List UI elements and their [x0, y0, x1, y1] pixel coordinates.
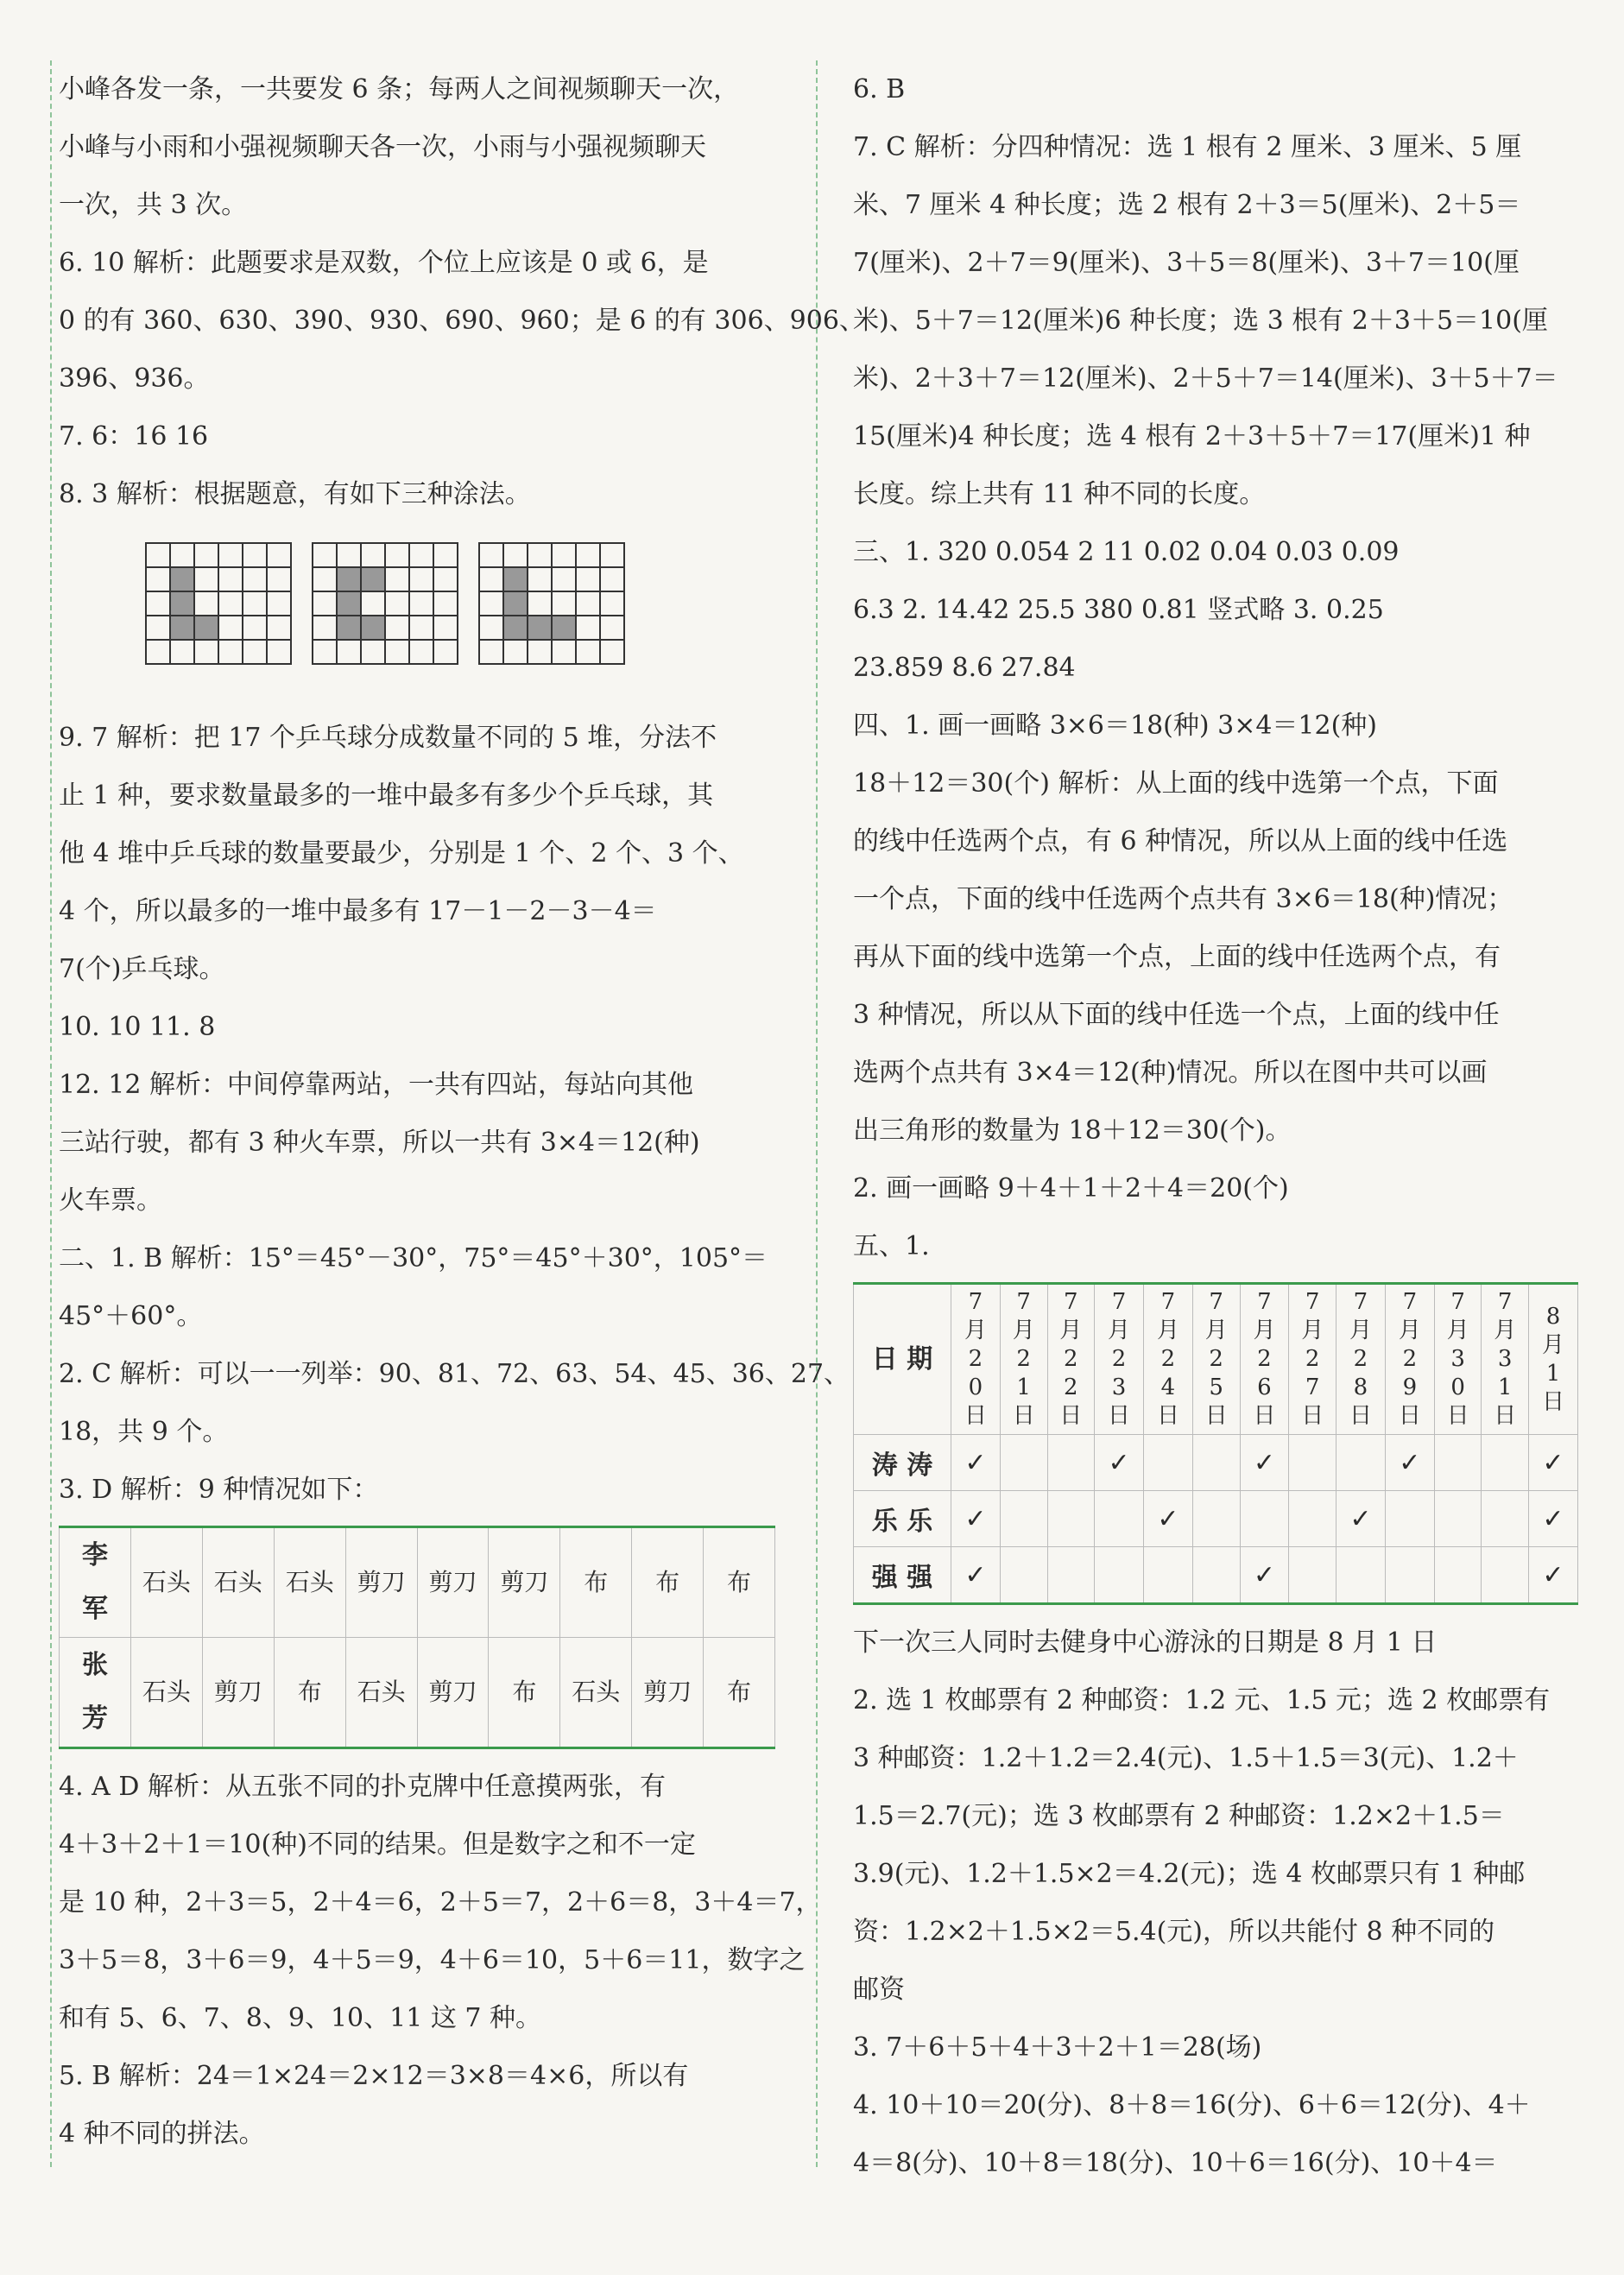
- rock-paper-scissors-table: [59, 1526, 775, 1749]
- answer-9: 9. 7 解析：把 17 个乒乓球分成数量不同的 5 堆，分法不: [59, 723, 717, 753]
- text-line: 选两个点共有 3×4＝12(种)情况。所以在图中共可以画: [853, 1058, 1488, 1088]
- text-line: 资：1.2×2＋1.5×2＝5.4(元)，所以共能付 8 种不同的: [853, 1917, 1495, 1947]
- grid-cell: [409, 640, 433, 664]
- grid-cell: [146, 591, 170, 616]
- grid-cell: [313, 591, 337, 616]
- table-cell: 剪刀: [202, 1638, 274, 1748]
- grid-cell: [267, 640, 291, 664]
- grid-figure-1: [145, 542, 292, 665]
- grid-cell: [170, 591, 194, 616]
- schedule-cell: [1000, 1435, 1047, 1491]
- grid-cell: [479, 543, 503, 567]
- grid-cell: [433, 543, 458, 567]
- grid-cell: [433, 567, 458, 591]
- table-cell: 石头: [130, 1527, 202, 1638]
- text-line: 45°＋60°。: [59, 1301, 203, 1331]
- grid-cell: [433, 591, 458, 616]
- grid-cell: [385, 616, 409, 640]
- check-mark-icon: ✓: [1529, 1491, 1578, 1547]
- left-column: [59, 60, 865, 2163]
- answer-12: 12. 12 解析：中间停靠两站，一共有四站，每站向其他: [59, 1070, 693, 1100]
- grid-cell: [576, 616, 600, 640]
- table-row: [854, 1435, 1578, 1491]
- table-cell: 布: [704, 1638, 775, 1748]
- schedule-cell: [1336, 1435, 1386, 1491]
- answer-6-right: 6. B: [853, 74, 906, 104]
- grid-cell: [385, 543, 409, 567]
- grid-cell: [552, 616, 576, 640]
- grid-cell: [361, 543, 385, 567]
- text-line: 4 个，所以最多的一堆中最多有 17－1－2－3－4＝: [59, 896, 657, 926]
- grid-cell: [409, 567, 433, 591]
- text-line: 米)、2＋3＋7＝12(厘米)、2＋5＋7＝14(厘米)、3＋5＋7＝: [853, 363, 1558, 394]
- text-line: 长度。综上共有 11 种不同的长度。: [853, 479, 1266, 509]
- section-5-answer-1: 下一次三人同时去健身中心游泳的日期是 8 月 1 日: [853, 1627, 1438, 1658]
- grid-cell: [218, 567, 243, 591]
- table-cell: 布: [632, 1527, 704, 1638]
- text-line: 他 4 堆中乒乓球的数量要最少，分别是 1 个、2 个、3 个、: [59, 838, 744, 869]
- grid-cell: [576, 591, 600, 616]
- grid-cell: [503, 616, 528, 640]
- grid-cell: [170, 543, 194, 567]
- text-line: 4＋3＋2＋1＝10(种)不同的结果。但是数字之和不一定: [59, 1829, 696, 1860]
- grid-cell: [170, 640, 194, 664]
- right-column: [853, 60, 1578, 2192]
- section-2-answer-3: 3. D 解析：9 种情况如下：: [59, 1475, 379, 1505]
- schedule-cell: [1289, 1491, 1336, 1547]
- grid-cell: [313, 543, 337, 567]
- text-line: 7(厘米)、2＋7＝9(厘米)、3＋5＝8(厘米)、3＋7＝10(厘: [853, 248, 1520, 278]
- table-cell: 石头: [345, 1638, 417, 1748]
- check-mark-icon: ✓: [951, 1491, 1001, 1547]
- schedule-cell: [1482, 1435, 1529, 1491]
- schedule-cell: [1434, 1435, 1482, 1491]
- grid-cell: [146, 543, 170, 567]
- grid-cell: [243, 591, 267, 616]
- text-line: 小峰各发一条，一共要发 6 条；每两人之间视频聊天一次，: [59, 74, 740, 104]
- grid-cell: [600, 640, 624, 664]
- grid-cell: [576, 543, 600, 567]
- grid-cell: [479, 616, 503, 640]
- text-line: 小峰与小雨和小强视频聊天各一次，小雨与小强视频聊天: [59, 132, 706, 162]
- grid-cell: [218, 616, 243, 640]
- check-mark-icon: ✓: [1240, 1435, 1289, 1491]
- grid-cell: [146, 640, 170, 664]
- grid-cell: [385, 640, 409, 664]
- row-header-zhang-fang: 张 芳: [60, 1638, 131, 1748]
- schedule-cell: [1385, 1547, 1434, 1604]
- grid-cell: [503, 640, 528, 664]
- grid-cell: [218, 640, 243, 664]
- text-line: 23.859 8.6 27.84: [853, 653, 1076, 683]
- grid-cell: [479, 591, 503, 616]
- schedule-cell: [1047, 1491, 1095, 1547]
- schedule-cell: [1144, 1547, 1193, 1604]
- grid-cell: [194, 543, 218, 567]
- grid-cell: [337, 640, 361, 664]
- date-header: 7 月 2 1 日: [1000, 1284, 1047, 1435]
- grid-cell: [267, 616, 291, 640]
- grid-cell: [433, 640, 458, 664]
- grid-cell: [337, 616, 361, 640]
- schedule-cell: [1482, 1547, 1529, 1604]
- section-5-heading: 五、1.: [853, 1231, 930, 1261]
- grid-cell: [218, 543, 243, 567]
- grid-cell: [194, 640, 218, 664]
- grid-cell: [552, 640, 576, 664]
- grid-cell: [194, 591, 218, 616]
- table-cell: 石头: [130, 1638, 202, 1748]
- check-mark-icon: ✓: [1144, 1491, 1193, 1547]
- section-5-answer-3: 3. 7＋6＋5＋4＋3＋2＋1＝28(场): [853, 2032, 1262, 2063]
- center-divider-line: [816, 60, 818, 2167]
- grid-cell: [194, 567, 218, 591]
- text-line: 3 种邮资：1.2＋1.2＝2.4(元)、1.5＋1.5＝3(元)、1.2＋: [853, 1743, 1519, 1773]
- check-mark-icon: ✓: [951, 1547, 1001, 1604]
- section-4-answer-2: 2. 画一画略 9＋4＋1＋2＋4＝20(个): [853, 1173, 1289, 1204]
- grid-cell: [576, 640, 600, 664]
- grid-cell: [528, 567, 552, 591]
- grid-cell: [243, 567, 267, 591]
- grid-cell: [170, 616, 194, 640]
- grid-cell: [528, 616, 552, 640]
- table-row: [60, 1638, 775, 1748]
- text-line: 3 种情况，所以从下面的线中任选一个点，上面的线中任: [853, 1000, 1500, 1030]
- check-mark-icon: ✓: [1336, 1491, 1386, 1547]
- grid-cell: [503, 543, 528, 567]
- text-line: 7(个)乒乓球。: [59, 954, 225, 984]
- grid-cell: [576, 567, 600, 591]
- grid-cell: [600, 567, 624, 591]
- grid-cell: [409, 616, 433, 640]
- shading-grids: [59, 523, 775, 709]
- grid-cell: [267, 543, 291, 567]
- table-cell: 布: [274, 1638, 345, 1748]
- section-5-answer-4: 4. 10＋10＝20(分)、8＋8＝16(分)、6＋6＝12(分)、4＋: [853, 2090, 1531, 2120]
- grid-cell: [337, 543, 361, 567]
- grid-cell: [194, 616, 218, 640]
- table-cell: 布: [704, 1527, 775, 1638]
- text-line: 米)、5＋7＝12(厘米)6 种长度；选 3 根有 2＋3＋5＝10(厘: [853, 306, 1548, 336]
- grid-cell: [218, 591, 243, 616]
- person-name: 涛 涛: [854, 1435, 951, 1491]
- section-2-answer-4: 4. A D 解析：从五张不同的扑克牌中任意摸两张，有: [59, 1772, 666, 1802]
- date-header: 7 月 2 5 日: [1192, 1284, 1240, 1435]
- text-line: 396、936。: [59, 363, 210, 394]
- text-line: 3＋5＝8，3＋6＝9，4＋5＝9，4＋6＝10，5＋6＝11，数字之: [59, 1945, 806, 1975]
- section-2-answer-2: 2. C 解析：可以一一列举：90、81、72、63、54、45、36、27、: [59, 1359, 850, 1389]
- text-line: 的线中任选两个点，有 6 种情况，所以从上面的线中任选: [853, 826, 1508, 856]
- grid-cell: [552, 567, 576, 591]
- section-5-answer-2: 2. 选 1 枚邮票有 2 种邮资：1.2 元、1.5 元；选 2 枚邮票有: [853, 1685, 1551, 1716]
- text-line: 是 10 种，2＋3＝5，2＋4＝6，2＋5＝7，2＋6＝8，3＋4＝7，: [59, 1887, 822, 1918]
- schedule-cell: [1000, 1547, 1047, 1604]
- grid-cell: [361, 567, 385, 591]
- table-cell: 剪刀: [632, 1638, 704, 1748]
- table-row: [854, 1491, 1578, 1547]
- text-line: 6.3 2. 14.42 25.5 380 0.81 竖式略 3. 0.25: [853, 595, 1384, 625]
- schedule-cell: [1095, 1491, 1144, 1547]
- date-header: 8 月 1 日: [1529, 1284, 1578, 1435]
- grid-cell: [409, 543, 433, 567]
- date-header: 7 月 2 7 日: [1289, 1284, 1336, 1435]
- table-cell: 石头: [560, 1638, 632, 1748]
- text-line: 火车票。: [59, 1185, 162, 1216]
- row-header-li-jun: 李 军: [60, 1527, 131, 1638]
- text-line: 一次，共 3 次。: [59, 190, 248, 220]
- date-header: 7 月 3 1 日: [1482, 1284, 1529, 1435]
- table-header-row: [854, 1284, 1578, 1435]
- date-header: 7 月 2 2 日: [1047, 1284, 1095, 1435]
- schedule-cell: [1192, 1547, 1240, 1604]
- text-line: 邮资: [853, 1975, 905, 2005]
- table-row: [854, 1547, 1578, 1604]
- grid-figure-2: [312, 542, 458, 665]
- section-3-answers: 三、1. 320 0.054 2 11 0.02 0.04 0.03 0.09: [853, 537, 1400, 567]
- date-header: 7 月 3 0 日: [1434, 1284, 1482, 1435]
- grid-cell: [313, 640, 337, 664]
- date-header: 7 月 2 3 日: [1095, 1284, 1144, 1435]
- check-mark-icon: ✓: [1529, 1435, 1578, 1491]
- schedule-cell: [1434, 1547, 1482, 1604]
- table-row: [60, 1527, 775, 1638]
- table-cell: 石头: [274, 1527, 345, 1638]
- grid-cell: [267, 567, 291, 591]
- table-cell: 剪刀: [345, 1527, 417, 1638]
- table-cell: 石头: [202, 1527, 274, 1638]
- section-2-answer-5: 5. B 解析：24＝1×24＝2×12＝3×8＝4×6，所以有: [59, 2061, 689, 2091]
- text-line: 3.9(元)、1.2＋1.5×2＝4.2(元)；选 4 枚邮票只有 1 种邮: [853, 1859, 1526, 1889]
- text-line: 18＋12＝30(个) 解析：从上面的线中选第一个点，下面: [853, 768, 1499, 799]
- grid-cell: [503, 567, 528, 591]
- grid-cell: [528, 543, 552, 567]
- date-header: 7 月 2 0 日: [951, 1284, 1001, 1435]
- grid-cell: [552, 543, 576, 567]
- grid-cell: [503, 591, 528, 616]
- schedule-cell: [1289, 1435, 1336, 1491]
- grid-cell: [385, 567, 409, 591]
- section-2-answer-1: 二、1. B 解析：15°＝45°－30°，75°＝45°＋30°，105°＝: [59, 1243, 768, 1273]
- check-mark-icon: ✓: [1240, 1547, 1289, 1604]
- answer-10-11: 10. 10 11. 8: [59, 1012, 216, 1042]
- grid-cell: [361, 640, 385, 664]
- answer-7: 7. 6：16 16: [59, 421, 209, 452]
- grid-cell: [600, 616, 624, 640]
- grid-cell: [479, 640, 503, 664]
- check-mark-icon: ✓: [1529, 1547, 1578, 1604]
- grid-cell: [267, 591, 291, 616]
- table-cell: 剪刀: [417, 1638, 489, 1748]
- date-header: 7 月 2 9 日: [1385, 1284, 1434, 1435]
- table-cell: 布: [489, 1638, 560, 1748]
- text-line: 止 1 种，要求数量最多的一堆中最多有多少个乒乓球，其: [59, 780, 714, 811]
- grid-cell: [170, 567, 194, 591]
- text-line: 和有 5、6、7、8、9、10、11 这 7 种。: [59, 2003, 542, 2033]
- schedule-cell: [1385, 1491, 1434, 1547]
- grid-cell: [337, 591, 361, 616]
- grid-cell: [552, 591, 576, 616]
- date-header: 7 月 2 8 日: [1336, 1284, 1386, 1435]
- grid-cell: [528, 591, 552, 616]
- text-line: 一个点，下面的线中任选两个点共有 3×6＝18(种)情况；: [853, 884, 1513, 914]
- grid-cell: [479, 567, 503, 591]
- left-margin-line: [50, 60, 52, 2167]
- schedule-cell: [1047, 1435, 1095, 1491]
- grid-cell: [361, 616, 385, 640]
- grid-cell: [146, 616, 170, 640]
- swimming-schedule-table: [853, 1282, 1578, 1605]
- grid-cell: [313, 567, 337, 591]
- text-line: 三站行驶，都有 3 种火车票，所以一共有 3×4＝12(种): [59, 1128, 700, 1158]
- schedule-cell: [1000, 1491, 1047, 1547]
- answer-7-right: 7. C 解析：分四种情况：选 1 根有 2 厘米、3 厘米、5 厘: [853, 132, 1522, 162]
- answer-6: 6. 10 解析：此题要求是双数，个位上应该是 0 或 6，是: [59, 248, 709, 278]
- date-header: 7 月 2 4 日: [1144, 1284, 1193, 1435]
- schedule-cell: [1192, 1435, 1240, 1491]
- grid-figure-3: [478, 542, 625, 665]
- schedule-cell: [1144, 1435, 1193, 1491]
- date-label: 日 期: [854, 1284, 951, 1435]
- text-line: 再从下面的线中选第一个点，上面的线中任选两个点，有: [853, 942, 1501, 972]
- grid-cell: [528, 640, 552, 664]
- check-mark-icon: ✓: [951, 1435, 1001, 1491]
- grid-cell: [409, 591, 433, 616]
- grid-cell: [243, 616, 267, 640]
- schedule-cell: [1482, 1491, 1529, 1547]
- text-line: 4＝8(分)、10＋8＝18(分)、10＋6＝16(分)、10＋4＝: [853, 2148, 1498, 2178]
- text-line: 1.5＝2.7(元)；选 3 枚邮票有 2 种邮资：1.2×2＋1.5＝: [853, 1801, 1505, 1831]
- text-line: 15(厘米)4 种长度；选 4 根有 2＋3＋5＋7＝17(厘米)1 种: [853, 421, 1531, 452]
- section-4-answer-1: 四、1. 画一画略 3×6＝18(种) 3×4＝12(种): [853, 711, 1378, 741]
- schedule-cell: [1289, 1547, 1336, 1604]
- grid-cell: [243, 543, 267, 567]
- schedule-cell: [1192, 1491, 1240, 1547]
- schedule-cell: [1047, 1547, 1095, 1604]
- text-line: 18，共 9 个。: [59, 1417, 229, 1447]
- person-name: 乐 乐: [854, 1491, 951, 1547]
- grid-cell: [313, 616, 337, 640]
- text-line: 米、7 厘米 4 种长度；选 2 根有 2＋3＝5(厘米)、2＋5＝: [853, 190, 1521, 220]
- grid-cell: [600, 591, 624, 616]
- text-line: 出三角形的数量为 18＋12＝30(个)。: [853, 1115, 1292, 1146]
- text-line: 4 种不同的拼法。: [59, 2119, 265, 2149]
- table-cell: 布: [560, 1527, 632, 1638]
- grid-cell: [600, 543, 624, 567]
- grid-cell: [243, 640, 267, 664]
- grid-cell: [433, 616, 458, 640]
- schedule-cell: [1336, 1547, 1386, 1604]
- schedule-cell: [1434, 1491, 1482, 1547]
- check-mark-icon: ✓: [1095, 1435, 1144, 1491]
- table-cell: 剪刀: [489, 1527, 560, 1638]
- schedule-cell: [1095, 1547, 1144, 1604]
- date-header: 7 月 2 6 日: [1240, 1284, 1289, 1435]
- grid-cell: [361, 591, 385, 616]
- schedule-cell: [1240, 1491, 1289, 1547]
- check-mark-icon: ✓: [1385, 1435, 1434, 1491]
- answer-8: 8. 3 解析：根据题意，有如下三种涂法。: [59, 479, 531, 509]
- grid-cell: [146, 567, 170, 591]
- grid-cell: [385, 591, 409, 616]
- grid-cell: [337, 567, 361, 591]
- table-cell: 剪刀: [417, 1527, 489, 1638]
- text-line: 0 的有 360、630、390、930、690、960；是 6 的有 306、906、: [59, 306, 865, 336]
- person-name: 强 强: [854, 1547, 951, 1604]
